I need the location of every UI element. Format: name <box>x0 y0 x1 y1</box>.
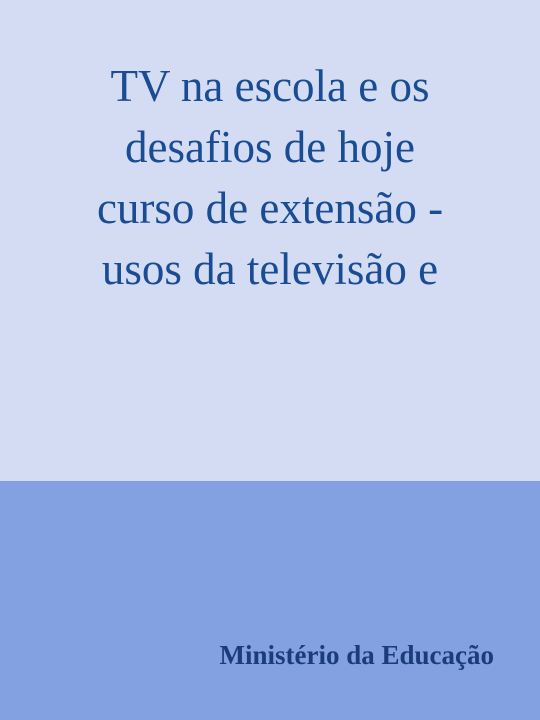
title-line-4: usos da televisão e <box>101 244 439 294</box>
title-line-1: TV na escola e os <box>110 61 430 111</box>
title-line-2: desafios de hoje <box>125 122 415 172</box>
title-line-3: curso de extensão - <box>96 183 444 233</box>
book-title <box>0 56 540 300</box>
cover-bottom-panel <box>0 481 540 720</box>
author-name: Ministério da Educação <box>219 640 494 670</box>
